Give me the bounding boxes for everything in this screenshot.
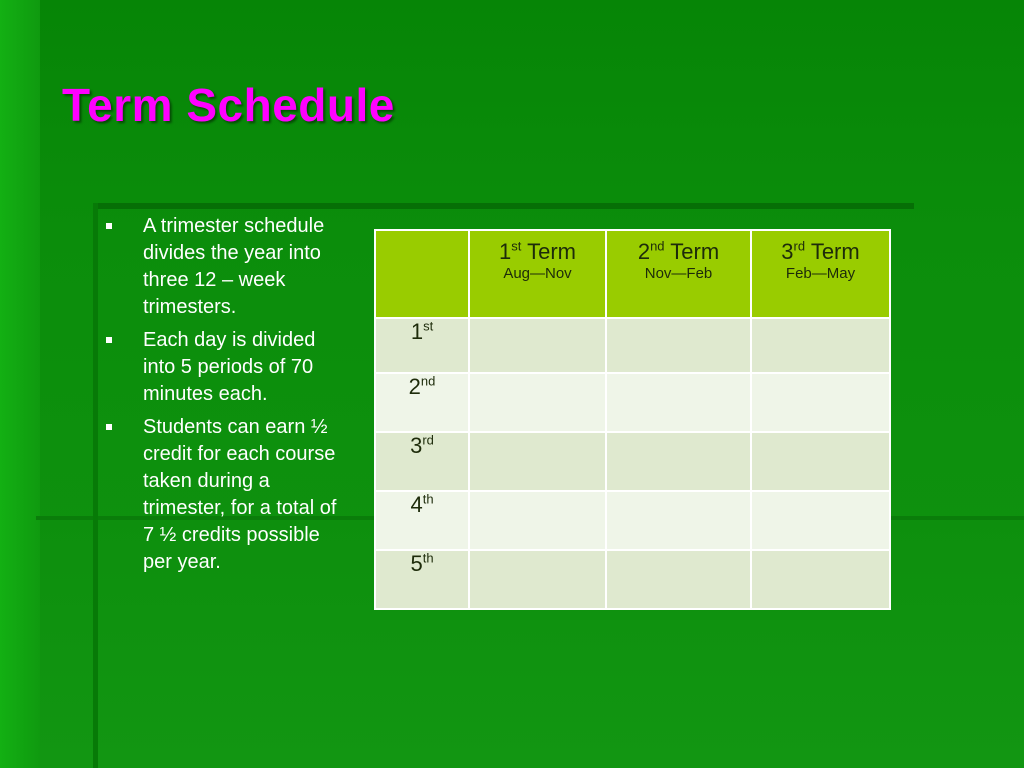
table-header-row xyxy=(375,230,890,318)
term-word: Term xyxy=(810,239,860,264)
period-suffix: st xyxy=(423,318,434,334)
bullet-text: Students can earn ½ credit for each course taken during a trimester, for a total of 7 ½ credits possible per year. xyxy=(143,416,337,573)
bullet-item xyxy=(104,213,340,321)
header-term-1 xyxy=(469,230,606,318)
period-label xyxy=(375,318,469,373)
table-cell xyxy=(469,550,606,609)
table-cell xyxy=(606,550,751,609)
table-row xyxy=(375,318,890,373)
header-term-3 xyxy=(751,230,890,318)
background-divider-upper xyxy=(96,203,914,209)
bullet-item xyxy=(104,414,340,576)
period-suffix: rd xyxy=(422,432,434,448)
period-number: 4 xyxy=(410,492,423,517)
table-row xyxy=(375,373,890,432)
term-suffix: nd xyxy=(650,238,665,254)
square-bullet-icon xyxy=(106,424,112,430)
period-number: 2 xyxy=(408,374,421,399)
term-word: Term xyxy=(670,239,720,264)
term-dates: Aug—Nov xyxy=(503,265,572,282)
slide-title: Term Schedule xyxy=(62,79,395,131)
period-label xyxy=(375,432,469,491)
table-cell xyxy=(469,373,606,432)
period-label xyxy=(375,491,469,550)
term-word: Term xyxy=(527,239,576,264)
header-corner-cell xyxy=(375,230,469,318)
table-cell xyxy=(751,373,890,432)
period-number: 1 xyxy=(410,319,424,344)
table-cell xyxy=(469,318,606,373)
bullet-list xyxy=(104,213,340,582)
bullet-text: Each day is divided into 5 periods of 70 minutes each. xyxy=(143,329,316,405)
term-schedule-table xyxy=(374,229,891,610)
term-suffix: st xyxy=(511,238,522,254)
table-row xyxy=(375,432,890,491)
table-cell xyxy=(751,432,890,491)
period-number: 5 xyxy=(410,551,423,576)
bullet-item xyxy=(104,327,340,408)
table-cell xyxy=(751,550,890,609)
period-number: 3 xyxy=(410,433,423,458)
table-cell xyxy=(469,432,606,491)
period-label xyxy=(375,373,469,432)
table-cell xyxy=(751,491,890,550)
square-bullet-icon xyxy=(106,337,112,343)
table-row xyxy=(375,491,890,550)
term-dates: Nov—Feb xyxy=(644,265,713,282)
table-cell xyxy=(606,491,751,550)
table-cell xyxy=(606,373,751,432)
bullet-text: A trimester schedule divides the year into three 12 – week trimesters. xyxy=(143,215,325,318)
term-number: 1 xyxy=(499,239,512,264)
background-left-band xyxy=(0,0,40,768)
term-number: 2 xyxy=(637,239,651,264)
table-row xyxy=(375,550,890,609)
term-number: 3 xyxy=(781,239,794,264)
table-cell xyxy=(751,318,890,373)
period-suffix: th xyxy=(422,550,434,566)
term-suffix: rd xyxy=(793,238,806,254)
term-dates: Feb—May xyxy=(785,265,856,282)
square-bullet-icon xyxy=(106,223,112,229)
period-label xyxy=(375,550,469,609)
period-suffix: nd xyxy=(420,373,436,389)
table-cell xyxy=(469,491,606,550)
table-cell xyxy=(606,318,751,373)
header-term-2 xyxy=(606,230,751,318)
background-divider-vertical xyxy=(93,203,98,768)
table-cell xyxy=(606,432,751,491)
period-suffix: th xyxy=(422,491,434,507)
